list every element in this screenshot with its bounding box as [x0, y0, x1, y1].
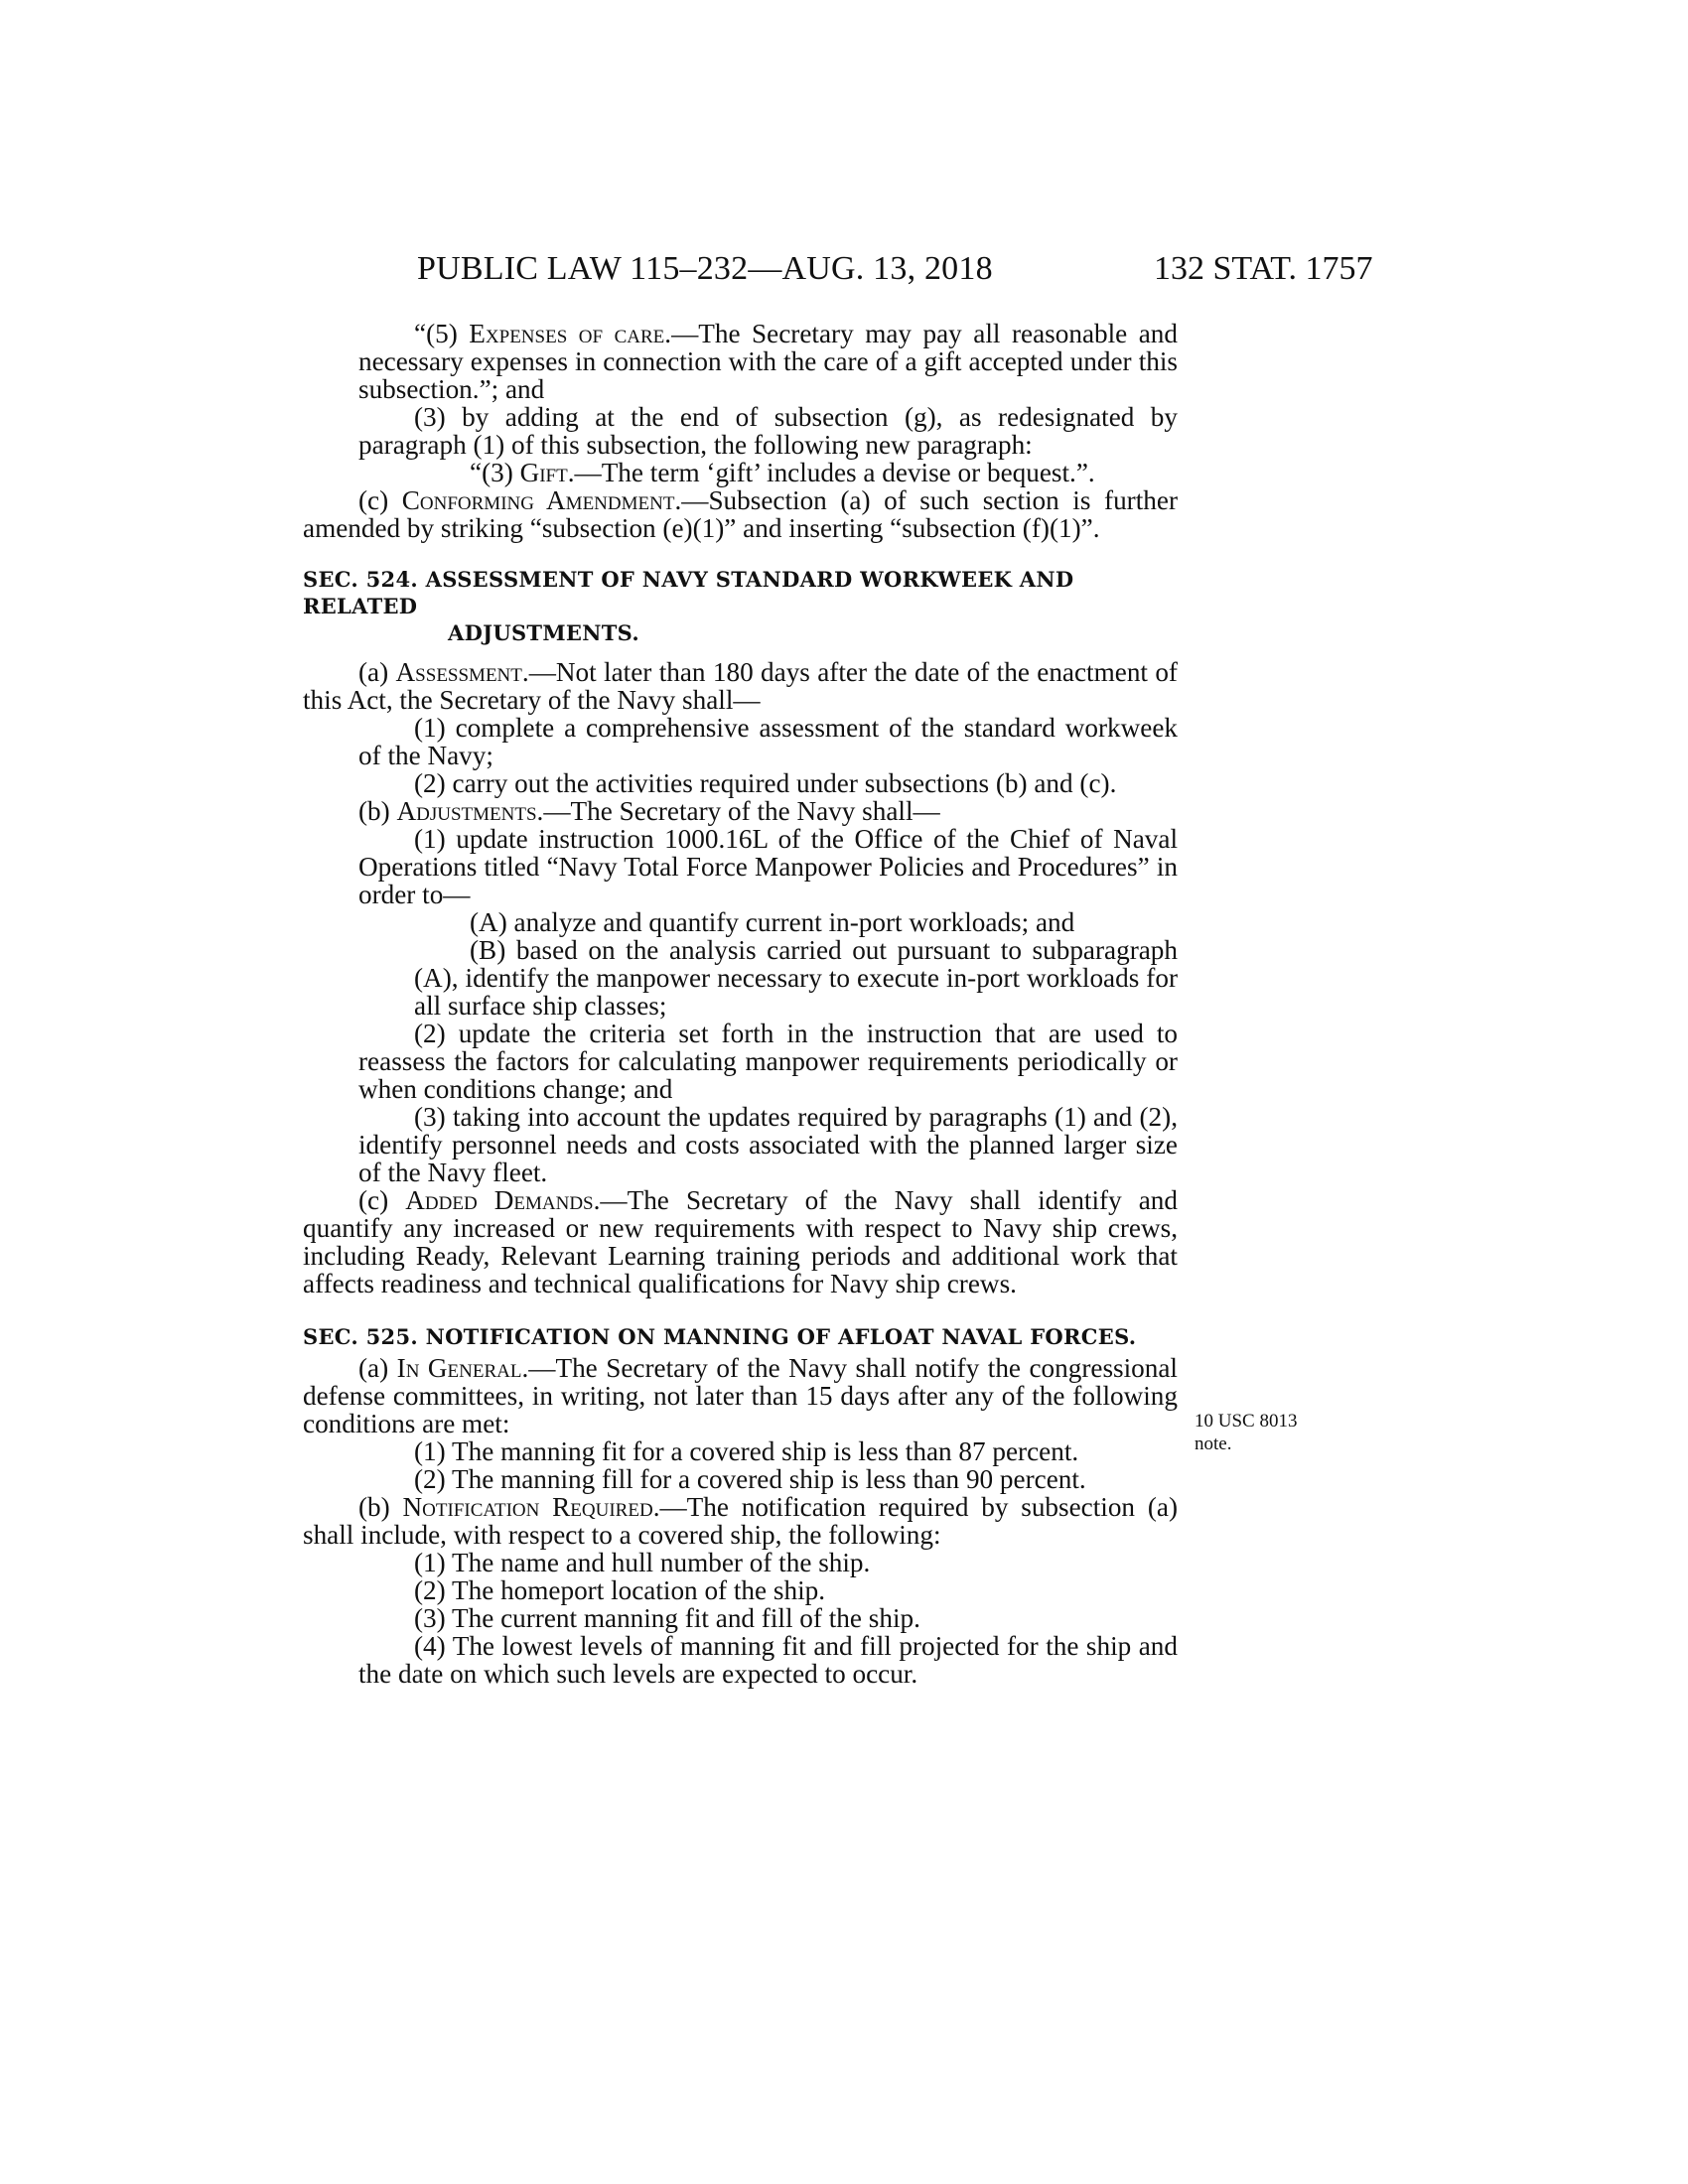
subsection-heading: In General — [396, 1353, 522, 1383]
stat-page-number: 132 STAT. 1757 — [1154, 250, 1373, 287]
sec525-b-paragraph-2: (2) The homeport location of the ship. — [414, 1575, 826, 1605]
sec524-a-paragraph-2: (2) carry out the activities required under subsections (b) and (c). — [414, 768, 1117, 798]
subsection-heading: Adjustments — [396, 796, 537, 826]
margin-note-suffix: note. — [1195, 1433, 1232, 1454]
sec525-subsection-a: (a) In General.—The Secretary of the Navy shall notify the congressional defense committees, in writing, not later than 15 days after any of the following conditions are met: — [303, 1353, 1178, 1438]
sec524-b-subparagraph-a: (A) analyze and quantify current in-port workloads; and — [470, 907, 1075, 937]
sec525-b-paragraph-3: (3) The current manning fit and fill of the ship. — [414, 1603, 920, 1633]
margin-note-citation: 10 USC 8013 — [1195, 1411, 1298, 1432]
sec525-subsection-b: (b) Notification Required.—The notification required by subsection (a) shall include, with respect to a covered ship, the following: — [303, 1492, 1179, 1550]
paragraph-gift-definition: “(3) Gift.—The term ‘gift’ includes a devise or bequest.”. — [470, 458, 1095, 487]
sec524-subsection-a: (a) Assessment.—Not later than 180 days after the date of the enactment of this Act, the Secretary of the Navy shall— — [303, 657, 1178, 715]
law-title: PUBLIC LAW 115–232—AUG. 13, 2018 — [417, 250, 993, 287]
paragraph-adding-subsection-g: (3) by adding at the end of subsection (g), as redesignated by paragraph (1) of this subsection, the following new paragraph: — [358, 402, 1178, 460]
sec524-b-paragraph-2: (2) update the criteria set forth in the instruction that are used to reassess the factors for calculating manpower requirements periodically or when conditions change; and — [358, 1019, 1178, 1104]
sec524-subsection-c: (c) Added Demands.—The Secretary of the Navy shall identify and quantify any increased or new requirements with respect to Navy ship crews, including Ready, Relevant Learning training periods and additional work that affects readiness and technical qualifications for Navy ship crews. — [303, 1185, 1178, 1298]
sec525-a-paragraph-1: (1) The manning fit for a covered ship is less than 87 percent. — [414, 1436, 1079, 1466]
subsection-heading: Notification Required — [402, 1492, 653, 1522]
sec524-subsection-b: (b) Adjustments.—The Secretary of the Navy shall— — [358, 796, 940, 826]
subsection-heading: Added Demands — [405, 1185, 594, 1215]
paragraph-expenses-of-care: “(5) Expenses of care.—The Secretary may pay all reasonable and necessary expenses in connection with the care of a gift accepted under this subsection.”; and — [358, 319, 1178, 404]
section-525-heading: SEC. 525. NOTIFICATION ON MANNING OF AFLOAT NAVAL FORCES. — [303, 1324, 1137, 1349]
subsection-heading: Conforming Amendment — [401, 485, 675, 515]
paragraph-heading: Gift — [519, 458, 568, 487]
document-body — [303, 320, 1178, 1688]
subsection-c-conforming-amendment: (c) Conforming Amendment.—Subsection (a) of such section is further amended by striking “subsection (e)(1)” and inserting “subsection (f)(1)”. — [303, 485, 1178, 543]
section-524-heading: SEC. 524. ASSESSMENT OF NAVY STANDARD WORKWEEK AND RELATED ADJUSTMENTS. — [303, 567, 1074, 645]
sec524-b-paragraph-3: (3) taking into account the updates required by paragraphs (1) and (2), identify personnel needs and costs associated with the planned larger size of the Navy fleet. — [358, 1102, 1178, 1187]
sec525-b-paragraph-1: (1) The name and hull number of the ship. — [414, 1548, 871, 1577]
subsection-heading: Assessment — [395, 657, 522, 687]
page-header — [0, 250, 1688, 290]
sec524-b-paragraph-1: (1) update instruction 1000.16L of the Office of the Chief of Naval Operations titled “Navy Total Force Manpower Policies and Procedures” in order to— — [358, 824, 1178, 909]
sec525-b-paragraph-4: (4) The lowest levels of manning fit and fill projected for the ship and the date on which such levels are expected to occur. — [358, 1631, 1178, 1689]
margin-note — [1195, 1410, 1343, 1455]
sec524-b-subparagraph-b: (B) based on the analysis carried out pursuant to subparagraph (A), identify the manpower necessary to execute in-port workloads for all surface ship classes; — [414, 935, 1178, 1021]
sec524-a-paragraph-1: (1) complete a comprehensive assessment of the standard workweek of the Navy; — [358, 713, 1178, 770]
sec525-a-paragraph-2: (2) The manning fill for a covered ship is less than 90 percent. — [414, 1464, 1086, 1494]
paragraph-heading: Expenses of care — [469, 319, 665, 348]
